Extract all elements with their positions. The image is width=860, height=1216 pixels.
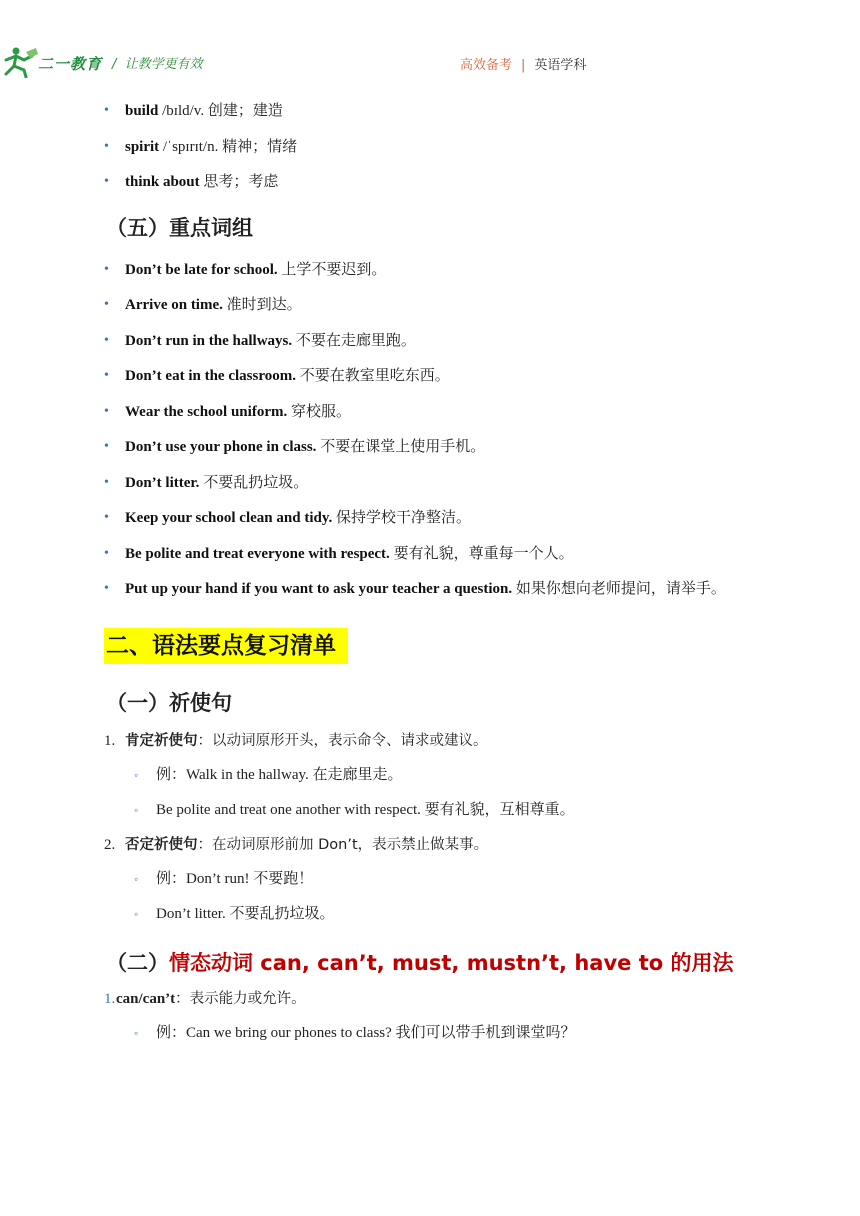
example-item: ◦ 例：Don’t run! 不要跑！ xyxy=(0,866,860,892)
header-separator: | xyxy=(521,58,526,73)
phrase-item: • Arrive on time. 准时到达。 xyxy=(0,292,860,318)
vocab-item: • think about 思考；考虑 xyxy=(0,169,860,195)
logo-text: 二一教育 xyxy=(38,55,103,73)
example-item: ◦ 例：Walk in the hallway. 在走廊里走。 xyxy=(0,762,860,788)
section-heading-phrases: （五）重点词组 xyxy=(106,215,253,240)
header-slogan: / 让教学更有效 xyxy=(112,57,203,72)
page-header xyxy=(0,44,860,84)
phrase-item: • Put up your hand if you want to ask your teacher a question. 如果你想向老师提问，请举手。 xyxy=(0,576,860,602)
imperative-heading: （一）祈使句 xyxy=(106,690,232,715)
document-body xyxy=(0,98,860,1055)
phrase-item: • Don’t use your phone in class. 不要在课堂上使用手机。 xyxy=(0,434,860,460)
example-item: ◦ Don’t litter. 不要乱扔垃圾。 xyxy=(0,901,860,927)
header-exam-label: 高效备考 xyxy=(460,58,513,73)
example-item: ◦ Be polite and treat one another with respect. 要有礼貌，互相尊重。 xyxy=(0,797,860,823)
vocab-item: • build /bɪld/v. 创建；建造 xyxy=(0,98,860,124)
affirmative-imperative-item: 1. 肯定祈使句：以动词原形开头，表示命令、请求或建议。 xyxy=(104,732,488,749)
vocab-list xyxy=(0,98,860,195)
negative-imperative-item: 2. 否定祈使句：在动词原形前加 Don’t，表示禁止做某事。 xyxy=(104,836,489,853)
phrase-item: • Be polite and treat everyone with respect. 要有礼貌，尊重每一个人。 xyxy=(0,541,860,567)
grammar-heading-wrap xyxy=(0,628,860,664)
header-subject xyxy=(460,54,586,73)
phrase-item: • Keep your school clean and tidy. 保持学校干净整洁。 xyxy=(0,505,860,531)
header-subject-label: 英语学科 xyxy=(534,58,587,73)
phrase-item: • Don’t eat in the classroom. 不要在教室里吃东西。 xyxy=(0,363,860,389)
phrase-item: • Don’t run in the hallways. 不要在走廊里跑。 xyxy=(0,328,860,354)
vocab-item: • spirit /ˈspɪrɪt/n. 精神；情绪 xyxy=(0,134,860,160)
can-cant-item: 1. can/can’t：表示能力或允许。 xyxy=(104,990,306,1007)
grammar-section-heading: 二、语法要点复习清单 xyxy=(104,628,348,664)
phrase-item: • Wear the school uniform. 穿校服。 xyxy=(0,399,860,425)
example-item: ◦ 例：Can we bring our phones to class? 我们可以带手机到课堂吗？ xyxy=(0,1020,860,1046)
phrase-item: • Don’t be late for school. 上学不要迟到。 xyxy=(0,257,860,283)
phrase-item: • Don’t litter. 不要乱扔垃圾。 xyxy=(0,470,860,496)
modal-verbs-heading: （二）情态动词 can, can’t, must, mustn’t, have to 的用法 xyxy=(106,950,734,975)
phrase-list xyxy=(0,257,860,603)
